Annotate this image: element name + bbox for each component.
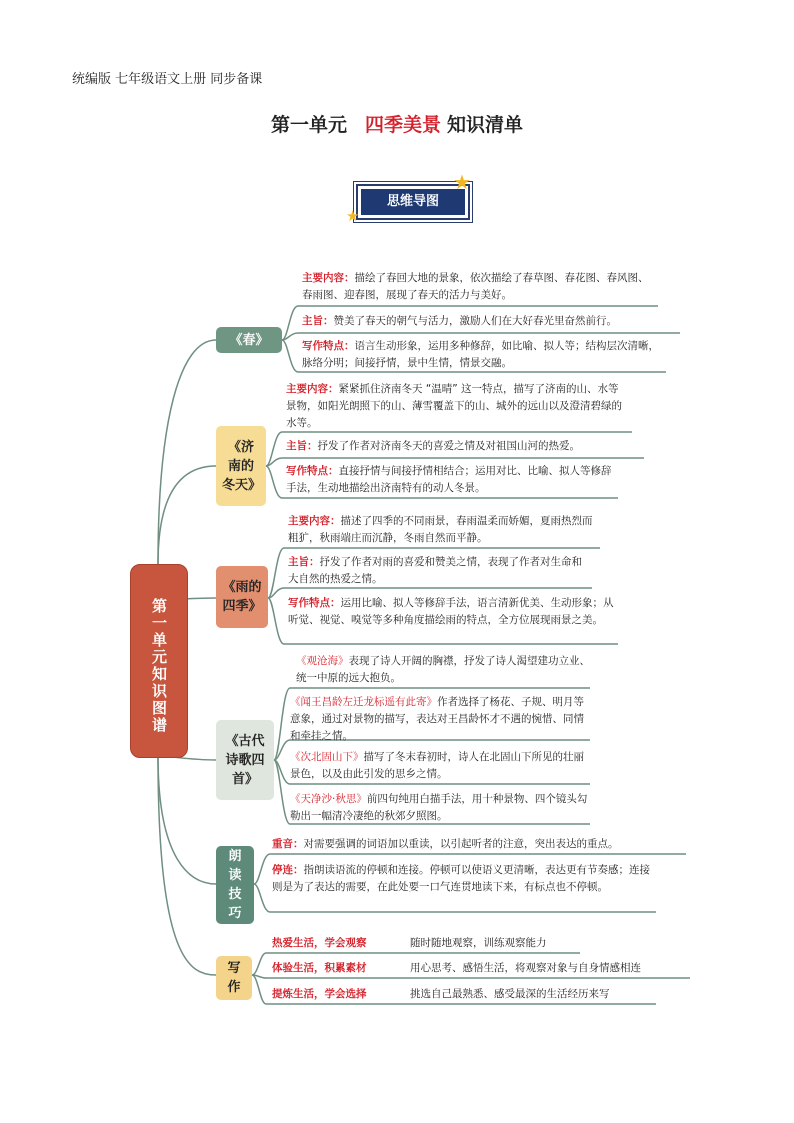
- root-label: 第一单元知识图谱: [150, 598, 168, 734]
- branch-jinan: [216, 426, 266, 506]
- mindmap-badge-label: 思维导图: [361, 189, 465, 215]
- chun-theme: [302, 313, 682, 330]
- branch-yu-label: 《雨的四季》: [222, 580, 262, 614]
- branch-writing: [216, 956, 252, 1000]
- star-icon-small: ★: [346, 207, 360, 225]
- jinan-theme-text: 抒发了作者对济南冬天的喜爱之情及对祖国山河的热爱。: [317, 440, 580, 452]
- reading-pause: [272, 862, 656, 896]
- poem-guancanghai: [296, 653, 592, 687]
- root-node: [130, 564, 188, 758]
- chun-theme-label: 主旨：: [302, 315, 334, 327]
- writing-row3-label: 提炼生活，学会选择: [272, 988, 367, 1000]
- branch-jinan-label: 《济南的冬天》: [222, 439, 262, 493]
- poem-tianjingsha-text: 前四句纯用白描手法，用十种景物、四个镜头勾勒出一幅清冷凄绝的秋郊夕照图。: [290, 793, 588, 822]
- jinan-theme: [286, 438, 644, 455]
- poem-tianjingsha: [290, 791, 590, 825]
- poem-wenwangchangling-title: 《闻王昌龄左迁龙标遥有此寄》: [290, 696, 437, 708]
- writing-row2-text: 用心思考、感悟生活，将观察对象与自身情感相连: [410, 962, 641, 974]
- yu-style: [288, 595, 616, 629]
- chun-theme-text: 赞美了春天的朝气与活力，激励人们在大好春光里奋然前行。: [333, 315, 617, 327]
- yu-style-text: 运用比喻、拟人等修辞手法，语言清新优美、生动形象；从听觉、视觉、嗅觉等多种角度描绘雨的特点，全方位展现雨景之美。: [288, 597, 614, 626]
- yu-content: [288, 513, 598, 547]
- poem-cibeigushan-title: 《次北固山下》: [290, 751, 364, 763]
- chun-style: [302, 338, 664, 372]
- jinan-style: [286, 463, 616, 497]
- reading-stress: [272, 836, 688, 853]
- jinan-theme-label: 主旨：: [286, 440, 318, 452]
- reading-stress-label: 重音：: [272, 838, 304, 850]
- poem-tianjingsha-title: 《天净沙·秋思》: [290, 793, 367, 805]
- branch-reading: [216, 846, 254, 924]
- yu-style-label: 写作特点：: [288, 597, 341, 609]
- poem-wenwangchangling-text: 作者选择了杨花、子规、明月等意象，通过对景物的描写，表达对王昌龄怀才不遇的惋惜、同情和牵挂之情。: [290, 696, 584, 742]
- jinan-content: [286, 381, 628, 432]
- branch-chun: 《春》: [216, 327, 282, 353]
- writing-row1-text: 随时随地观察，训练观察能力: [410, 937, 547, 949]
- reading-pause-text: 指朗读语流的停顿和连接。停顿可以使语义更清晰，表达更有节奏感；连接则是为了表达的需要，在此处要一口气连贯地读下来，有标点也不停顿。: [272, 864, 650, 893]
- yu-content-label: 主要内容：: [288, 515, 341, 527]
- jinan-content-label: 主要内容：: [286, 383, 339, 395]
- branch-reading-label: 朗读技巧: [228, 849, 242, 921]
- writing-row2-label: 体验生活，积累素材: [272, 962, 367, 974]
- header-text: 统编版 七年级语文上册 同步备课: [72, 72, 263, 87]
- branch-poems-label: 《古代诗歌四首》: [225, 733, 265, 787]
- jinan-content-text: 紧紧抓住济南冬天 “温晴” 这一特点，描写了济南的山、水等景物，如阳光朗照下的山、薄雪覆盖下的山、城外的远山以及澄清碧绿的水等。: [286, 383, 622, 429]
- poem-guancanghai-title: 《观沧海》: [296, 655, 349, 667]
- branch-writing-label: 写作: [227, 961, 241, 995]
- poem-wenwangchangling: [290, 694, 590, 745]
- jinan-style-label: 写作特点：: [286, 465, 339, 477]
- chun-content-text: 描绘了春回大地的景象，依次描绘了春草图、春花图、春风图、春雨图、迎春图，展现了春天的活力与美好。: [302, 272, 649, 301]
- chun-content: [302, 270, 654, 304]
- branch-poems: [216, 720, 274, 800]
- title-highlight: 四季美景: [364, 114, 441, 136]
- title-prefix: 第一单元: [270, 114, 347, 136]
- star-icon: ★: [453, 170, 471, 194]
- reading-pause-label: 停连：: [272, 864, 304, 876]
- chun-style-label: 写作特点：: [302, 340, 355, 352]
- chun-style-text: 语言生动形象，运用多种修辞，如比喻、拟人等；结构层次清晰，脉络分明；间接抒情，景中生情，情景交融。: [302, 340, 659, 369]
- yu-theme-text: 抒发了作者对雨的喜爱和赞美之情，表现了作者对生命和大自然的热爱之情。: [288, 556, 582, 585]
- poem-cibeigushan: [290, 749, 590, 783]
- writing-row3-text: 挑选自己最熟悉、感受最深的生活经历来写: [410, 988, 610, 1000]
- reading-stress-text: 对需要强调的词语加以重读，以引起听者的注意，突出表达的重点。: [303, 838, 619, 850]
- branch-yu: [216, 566, 268, 628]
- writing-row1-label: 热爱生活，学会观察: [272, 937, 367, 949]
- yu-content-text: 描述了四季的不同雨景，春雨温柔而娇媚，夏雨热烈而粗犷，秋雨端庄而沉静，冬雨自然而平静。: [288, 515, 593, 544]
- jinan-style-text: 直接抒情与间接抒情相结合；运用对比、比喻、拟人等修辞手法，生动地描绘出济南特有的动人冬景。: [286, 465, 612, 494]
- poem-guancanghai-text: 表现了诗人开阔的胸襟，抒发了诗人渴望建功立业、统一中原的远大抱负。: [296, 655, 590, 684]
- yu-theme-label: 主旨：: [288, 556, 320, 568]
- yu-theme: [288, 554, 592, 588]
- chun-content-label: 主要内容：: [302, 272, 355, 284]
- title-suffix: 知识清单: [447, 114, 524, 136]
- poem-cibeigushan-text: 描写了冬末春初时，诗人在北固山下所见的壮丽景色，以及由此引发的思乡之情。: [290, 751, 584, 780]
